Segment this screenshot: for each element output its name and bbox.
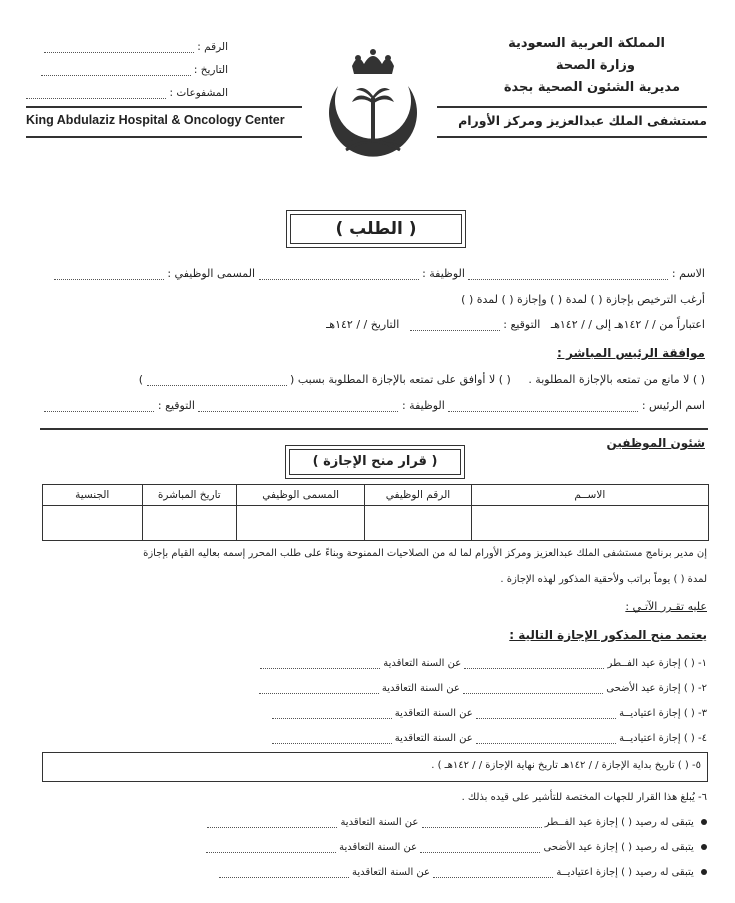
balance-2-field[interactable] [420,840,540,853]
decision-paragraph-2: لمدة ( ) يوماً براتب ولأحقية المذكور لهذه الإجازة . [500,574,707,585]
leave-item-3-label[interactable]: ٣- ( ) إجازة اعتياديــة [619,708,707,719]
leave-item-3-field[interactable] [476,706,616,719]
hr-title: شئون الموظفين [606,436,705,450]
name-label: الاسم : [671,267,705,280]
col-nationality: الجنسية [43,485,143,506]
balance-3-year: عن السنة التعاقدية [352,867,430,878]
attachments-field[interactable] [28,86,228,99]
hospital-en-label: King Abdulaziz Hospital & Oncology Center [26,113,285,127]
head-job-field[interactable] [198,399,398,412]
balance-2-year: عن السنة التعاقدية [339,842,418,853]
hospital-ar-label: مستشفى الملك عبدالعزيز ومركز الأورام [458,113,707,128]
head-name-label: اسم الرئيس : [641,399,705,412]
leave-item-3 [27,706,707,719]
balance-3-year-field[interactable] [219,865,349,878]
table-row [43,506,709,541]
reason-close: ) [138,373,144,386]
leave-item-1-year-field[interactable] [260,656,380,669]
balance-1-year: عن السنة التعاقدية [340,817,419,828]
balance-3-label[interactable]: يتبقى له رصيد ( ) إجازة اعتياديــة [556,867,694,878]
leave-item-1-field[interactable] [464,656,604,669]
leave-item-3-year: عن السنة التعاقدية [394,708,473,719]
leave-item-3-year-field[interactable] [272,706,392,719]
saudi-emblem-icon [318,46,428,186]
decided-label: عليه تقـرر الآتـي : [625,600,707,613]
cell-job-title[interactable] [237,506,365,541]
no-objection-option[interactable]: ( ) لا مانع من تمتعه بالإجازة المطلوبة . [528,373,705,386]
request-title: ( الطلب ) [290,214,462,244]
balance-1-year-field[interactable] [207,815,337,828]
head-signature-label: التوقيع : [157,399,195,412]
leave-request-line: أرغب الترخيص بإجازة ( ) لمدة ( ) وإجازة ( ) لمدة ( ) [461,293,705,306]
period-line [25,318,705,331]
leave-item-2-field[interactable] [463,681,603,694]
signature-label: التوقيع : [503,318,541,331]
approval-options [25,373,705,386]
col-employee-number: الرقم الوظيفي [365,485,471,506]
job-title-label: المسمى الوظيفي : [167,267,256,280]
kingdom-label: المملكة العربية السعودية [508,36,665,51]
reason-field[interactable] [147,373,287,386]
decision-title-box [285,445,465,479]
leave-item-4-label[interactable]: ٤- ( ) إجازة اعتياديــة [619,733,707,744]
leave-item-2-label[interactable]: ٢- ( ) إجازة عيد الأضحى [606,683,707,694]
leave-item-2-year: عن السنة التعاقدية [381,683,460,694]
decision-paragraph-1: إن مدير برنامج مستشفى الملك عبدالعزيز ومركز الأورام لما له من الصلاحيات الممنوحة وبناءً على طلب المحرر إسمه بعاليه القيام بإجازة [143,548,707,559]
cell-nationality[interactable] [43,506,143,541]
name-line [25,267,705,280]
bullet-icon [701,844,707,850]
approved-leave-title: يعتمد منح المذكور الإجازة التالية : [509,628,707,642]
directorate-label: مديرية الشئون الصحية بجدة [503,80,680,95]
leave-item-4 [27,731,707,744]
leave-item-1-year: عن السنة التعاقدية [383,658,462,669]
balance-1-label[interactable]: يتبقى له رصيد ( ) إجازة عيد الفــطر [544,817,694,828]
leave-item-1-label[interactable]: ١- ( ) إجازة عيد الفــطر [607,658,707,669]
balance-row-2 [107,840,707,853]
leave-item-4-year: عن السنة التعاقدية [394,733,473,744]
employee-table [42,484,709,541]
bullet-icon [701,869,707,875]
name-field[interactable] [468,267,668,280]
cell-start-date[interactable] [142,506,237,541]
leave-item-6: ٦- يُبلغ هذا القرار للجهات المختصة للتأشير على قيده بذلك . [461,792,707,803]
balance-row-3 [107,865,707,878]
signature-field[interactable] [410,318,500,331]
job-title-field[interactable] [54,267,164,280]
leave-item-1 [27,656,707,669]
head-name-field[interactable] [448,399,638,412]
not-agree-option[interactable]: ( ) لا أوافق على تمتعه بالإجازة المطلوبة بسبب ( [290,373,511,386]
balance-1-field[interactable] [422,815,542,828]
decision-title: ( قرار منح الإجازة ) [289,449,461,475]
head-signature-field[interactable] [44,399,154,412]
col-name: الاســم [471,485,708,506]
request-title-box [286,210,466,248]
table-header-row [43,485,709,506]
balance-2-year-field[interactable] [206,840,336,853]
from-to-dates: اعتباراً من / / ١٤٢هـ إلى / / ١٤٢هـ [550,318,705,331]
leave-item-2 [27,681,707,694]
request-date: التاريخ / / ١٤٢هـ [326,318,400,331]
cell-employee-number[interactable] [365,506,471,541]
balance-row-1 [107,815,707,828]
attachments-label: المشفوعات : [169,87,228,99]
leave-item-4-year-field[interactable] [272,731,392,744]
job-label: الوظيفة : [422,267,465,280]
date-label: التاريخ : [193,64,228,76]
col-job-title: المسمى الوظيفي [237,485,365,506]
ministry-label: وزارة الصحة [555,58,635,73]
head-line [25,399,705,412]
date-field[interactable] [28,63,228,76]
leave-item-2-year-field[interactable] [259,681,379,694]
cell-name[interactable] [471,506,708,541]
bullet-icon [701,819,707,825]
col-start-date: تاريخ المباشرة [142,485,237,506]
approval-title: موافقة الرئيس المباشر : [557,346,705,360]
number-label: الرقم : [197,41,228,53]
number-field[interactable] [28,40,228,53]
leave-item-4-field[interactable] [476,731,616,744]
head-job-label: الوظيفة : [401,399,445,412]
leave-item-5[interactable]: ٥- ( ) تاريخ بداية الإجازة / / ١٤٢هـ تاريخ نهاية الإجازة / / ١٤٢هـ ) . [431,760,701,771]
balance-2-label[interactable]: يتبقى له رصيد ( ) إجازة عيد الأضحى [543,842,694,853]
balance-3-field[interactable] [433,865,553,878]
job-field[interactable] [259,267,419,280]
